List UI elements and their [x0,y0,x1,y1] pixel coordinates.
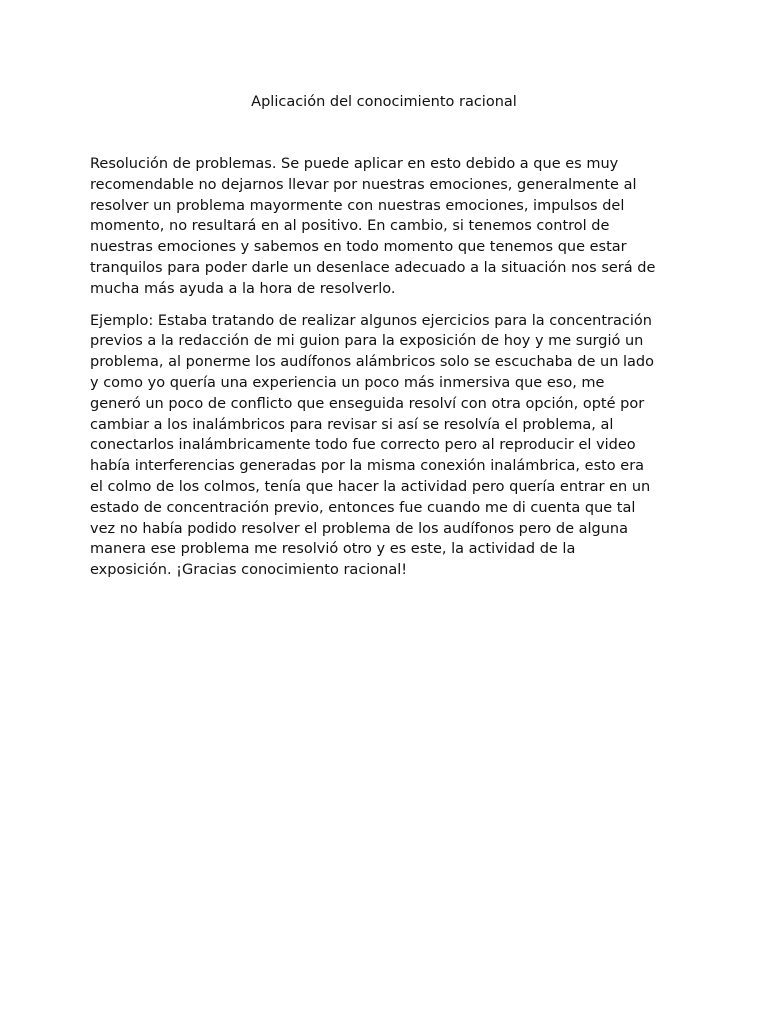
paragraph-problem-solving: Resolución de problemas. Se puede aplicar en esto debido a que es muy recomendable no dejarnos llevar por nuestras emociones, generalmente al resolver un problema mayormente con nuestras emociones, impulsos del momento, no resultará en al positivo. En cambio, si tenemos control de nuestras emociones y sabemos en todo momento que tenemos que estar tranquilos para poder darle un desenlace adecuado a la situación nos será de mucha más ayuda a la hora de resolverlo. [90,156,656,297]
document-title: Aplicación del conocimiento racional [251,94,517,110]
paragraph-example: Ejemplo: Estaba tratando de realizar algunos ejercicios para la concentración previos a la redacción de mi guion para la exposición de hoy y me surgió un problema, al ponerme los audífonos alámbricos solo se escuchaba de un lado y como yo quería una experiencia un poco más inmersiva que eso, me generó un poco de conflicto que enseguida resolví con otra opción, opté por cambiar a los inalámbricos para revisar si así se resolvía el problema, al conectarlos inalámbricamente todo fue correcto pero al reproducir el video había interferencias generadas por la misma conexión inalámbrica, esto era el colmo de los colmos, tenía que hacer la actividad pero quería entrar en un estado de concentración previo, entonces fue cuando me di cuenta que tal vez no había podido resolver el problema de los audífonos pero de alguna manera ese problema me resolvió otro y es este, la actividad de la exposición. ¡Gracias conocimiento racional! [90,312,654,579]
document-body [90,154,682,592]
